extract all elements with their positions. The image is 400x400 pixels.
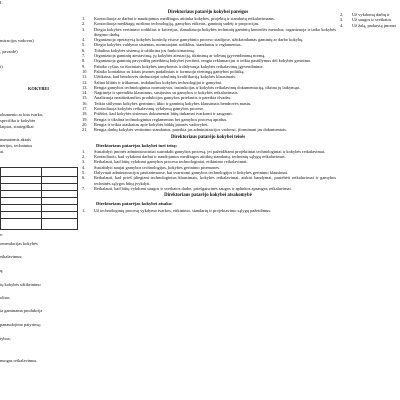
text-line: ai. [0, 149, 5, 154]
text-line: tybos; [0, 336, 11, 341]
list-item-text: Kontroliuoja kokybės reikalavimų vykdymą gamybos procese. [94, 106, 205, 112]
list-item-number: 1. [82, 207, 86, 213]
list-item-text: Rengia ir tikslina technologinius reglamentus bei gamybos procesų aprašus. [94, 116, 228, 122]
list-item [80, 175, 336, 186]
list-item-number: 5. [82, 42, 86, 48]
list-item-number: 8. [82, 58, 86, 64]
text-line: e: [0, 232, 4, 237]
text-line: oliuo; [0, 295, 11, 300]
list-item-number: 15. [82, 95, 88, 101]
table-row [1, 211, 77, 212]
list-item-number: 7. [82, 53, 86, 59]
text-line: omendacijas kokybės [0, 241, 38, 246]
list-item-number: 3. [82, 26, 86, 32]
text-line: specifika ir kokybės [0, 118, 36, 123]
list-item-text: Šalina kliūtis ir trūkumus, trukdančius kokybės technologijai ir gamybai. [94, 79, 223, 85]
list-item-text: Nagrinėja ir sprendžia klausimus, susijusius su gamybos ir kokybės reikalavimais. [94, 90, 239, 96]
list-item-number: 4. [82, 37, 86, 43]
text-line: okumento ar kita tvarka, [0, 112, 43, 117]
list-item: 4. Už žalą, padarytą įmonei [338, 23, 400, 28]
text-line: eikalavimus; [0, 254, 23, 259]
list-item [80, 186, 336, 191]
list-item: 2. Už vykdomų darbų ir [338, 12, 400, 17]
list-item-number: 13. [82, 84, 88, 90]
signature-table [0, 167, 78, 230]
list-item-text: Organizuoja operatyvią kokybės kontrolę visose gamybinio proceso stadijose, užtikrindamas gaminių ar darbo kokybę. [94, 37, 304, 43]
text-line: ia gaminama produkcija [0, 308, 43, 313]
list-item-number: 6. [82, 175, 86, 181]
list-item-number: 12. [82, 79, 88, 85]
table-row [1, 176, 77, 177]
list-item-text: Palaiko ryšius su išoriniais kokybės tarnybomis ir dalyvauja kokybės reikalavimų įgyvendinime. [94, 63, 264, 69]
list-item-text: Diegia kokybės valdymo sistemas, normiuojant rodiklius, standartus ir reglamentus. [94, 42, 242, 48]
list-item-text: Organizuoja gaminių pavyzdžių pateikimą kokybei įvertinti, rengia reklamacijas ir teikia pasiūlymus dėl kokybės gerinimo. [94, 58, 312, 64]
rights-list [80, 149, 336, 191]
table-row [1, 183, 77, 184]
list-item-number: 10. [82, 68, 88, 74]
text-line: nstracijos vadovas) [0, 38, 34, 43]
list-item [80, 127, 336, 132]
list-item [80, 208, 336, 213]
text-line: ių kokybės užtikrinimo [0, 282, 41, 287]
list-item: 3. Už saugos ir sveikatos [338, 17, 400, 22]
list-item-text: Kontroliuoti, kad vykdomi darbai ir naudojamos medžiagos atitiktų standartų, techninių sąlygų reikalavimus. [94, 154, 286, 160]
table-row [1, 197, 77, 198]
list-item-number: 2. [82, 21, 86, 27]
list-item-number: 9. [82, 63, 86, 69]
list-item-text: Reikalauti, kad prieš įdiegiant technologinius klausimais, kokybės reikalavimai, atskiri bandymai, pastebėti reikalavimai ir gamybos techninės sąlygos būtų įvykdyti. [94, 175, 336, 186]
section-heading: KOKYBEI [28, 86, 49, 91]
table-row [1, 218, 77, 219]
responsibility-list [80, 208, 336, 213]
list-item-number: 11. [82, 74, 88, 80]
list-item-number: 20. [82, 121, 88, 127]
table-divider [41, 168, 42, 229]
list-item-text: Prižiūri, kad kokybės sistemos dokumentai būtų tinkamai tvarkomi ir saugomi. [94, 111, 233, 117]
list-item-text: Už žalą, padarytą įmonei [352, 22, 396, 28]
list-item-text: Rengia gamybos technologinius normatyvus, instrukcijas ir kokybės reikalavimų dokumentaciją, tikrina jų laikymąsi. [94, 84, 301, 90]
text-line: nuogas reikalavimus. [0, 358, 38, 363]
list-item-number: 14. [82, 90, 88, 96]
main-document-column [80, 10, 336, 213]
list-item-text: Rengia darbų kokybės vertinimo standartus, pateikia jas administracijos vadovui, įforminant jas dokumentais. [94, 127, 287, 133]
list-item-text: Reikalauti, kad būtų vykdomi saugos ir sveikatos darbe, priešgaisrinės saugos ir aplinkos apsaugos reikalavimai. [94, 185, 292, 191]
list-item-text: Diegia kokybės vertinimo rodiklius ir kriterijus, išanalizuoja kokybės techninių gaminių kontrolės metodus; organizuoja ir taiko kokybės diegimo darbą. [94, 26, 336, 37]
list-item-text: Sustabdyti įmonės administraciniai sutrinkdti gamybos procesą, jei pažeidžiami projektiniai technologiniai ir kokybės reikalavimai. [94, 148, 326, 154]
list-item-text: Kontroliuoja ar darbai ir naudojamos medžiagos atitinka kokybės, projektų ir standartų reikalavimams. [94, 16, 275, 21]
list-item-number: 6. [82, 47, 86, 53]
list-item-text: Reikalauti, kad būtų vykdomi gamybos proceso technologiniai, etikinimo reikalavimai. [94, 159, 248, 165]
list-item-number: 21. [82, 127, 88, 133]
left-column [0, 0, 78, 400]
list-item-text: Analizuoja neatitinkančios produkcijos gamybos priežastis ir pateikia išvadas. [94, 95, 232, 101]
text-line: , pavardė) [0, 49, 18, 54]
text-line: i) [0, 64, 3, 69]
list-item-text: Sustabdyti naujai gamybos technologijas, kokybės gerinimo priemones. [94, 164, 221, 170]
duties-heading: Direktoriaus patarėjo kokybei pareigos [167, 10, 249, 15]
list-item-text: Kontroliuoja medžiagų ruošimo technologiją, gamybos etiketas, gaminių sudėtį ir proporcijas. [94, 21, 260, 27]
list-item-text: Teikia siūlymus kokybės gerinimo, ūkio ir gaminių kokybės klausimais bendrovės mastu. [94, 100, 252, 106]
table-row [1, 204, 77, 205]
text-line: nerijos, techninius [0, 143, 33, 148]
list-item-number: 2. [82, 154, 86, 160]
responsibility-intro: Direktoriaus patarėjas kokybei atsako: [96, 201, 173, 207]
text-line: panaudojimo patyrimą; [0, 322, 41, 327]
list-item-text: Organizuoja gaminių atestavimą, jų kokybės atestaciją, tikrinimą ar tolesnę įgyvendinamą normą. [94, 53, 266, 59]
list-item-number: 16. [82, 100, 88, 106]
list-item-text: Tobulina kokybės sistemą ir užtikrina jos funkcionavimą. [94, 47, 195, 53]
right-column [338, 12, 400, 28]
list-item-number: 19. [82, 116, 88, 122]
text-line: ų; [0, 268, 4, 273]
text-line: numatomis aktais [0, 137, 31, 142]
list-item-text: Užtikrina, kad bendrovės darbuotojai tobulintų kvalifikaciją kokybės klausimais. [94, 74, 237, 80]
list-item-number: 1. [82, 16, 86, 21]
list-item-text: Palaiko kontaktus su kitais įmonės padaliniais ir formuoja vieningą gamybos politiką. [94, 68, 245, 74]
list-item-number: 1. [82, 148, 86, 154]
list-item-text: Dalyvauti administracijos pasitarimuose, kai svarstomi gamybos technologijos ir kokybės gerinimo klausimai. [94, 170, 288, 176]
list-item-number: 4. [82, 164, 86, 170]
rights-intro: Direktoriaus patarėjas kokybei turi teisę: [96, 142, 178, 148]
list-item-text: Už technologinių procesų vykdymo tvarkos, etikinimo, standartų ir projektavimo sąlygų pažeidimus. [94, 207, 272, 213]
table-row [1, 190, 77, 191]
list-item-number: 3. [82, 159, 86, 165]
text-line: I. [0, 0, 3, 5]
responsibility-heading: Direktoriaus patarėjo kokybei atsakomybė [164, 193, 252, 199]
list-item-text: Už saugos ir sveikatos [352, 17, 392, 23]
list-item-number: 17. [82, 106, 88, 112]
list-item-number: 18. [82, 111, 88, 117]
list-item-text: Už vykdomų darbų ir [352, 12, 390, 17]
list-item-number: 5. [82, 170, 86, 176]
rights-heading: Direktoriaus patarėjo kokybei teisės [170, 134, 246, 140]
list-item-number: 7. [82, 185, 86, 191]
duties-list [80, 16, 336, 133]
list-item-text: Rengia ir teikia ataskaitas apie kokybės būklę įmonės vadovybei. [94, 121, 209, 127]
text-line: laiptas, strategiškai [0, 124, 34, 129]
list-item [80, 27, 336, 38]
